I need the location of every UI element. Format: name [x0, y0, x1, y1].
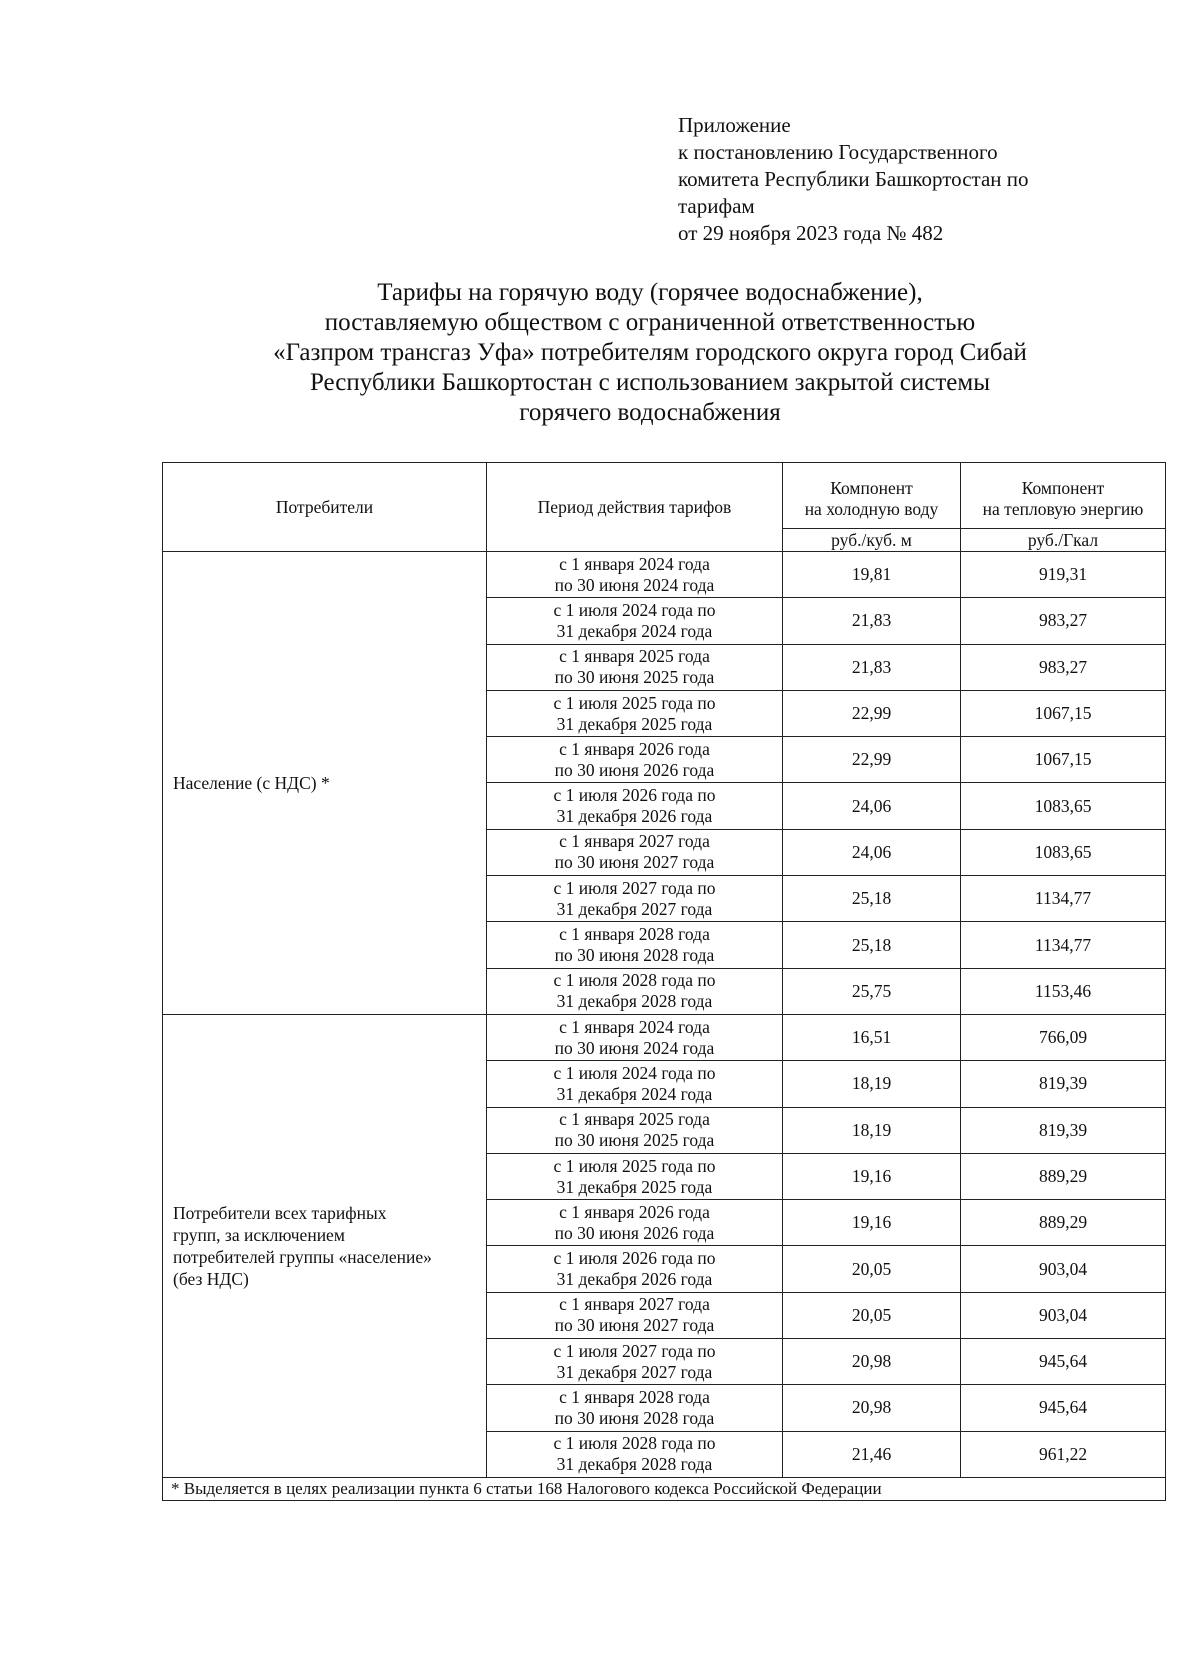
- period-end: 31 декабря 2024 года: [556, 620, 713, 641]
- heat-energy-value: 983,27: [961, 598, 1166, 644]
- heat-energy-value: 1067,15: [961, 737, 1166, 783]
- heat-energy-value: 919,31: [961, 552, 1166, 598]
- period-start: с 1 января 2028 года: [559, 1386, 710, 1407]
- period-end: 31 декабря 2024 года: [556, 1083, 713, 1104]
- cold-water-value: 20,05: [783, 1246, 961, 1292]
- header-cold-line: на холодную воду: [804, 498, 939, 519]
- heat-energy-value: 945,64: [961, 1385, 1166, 1431]
- period-end: 31 декабря 2028 года: [556, 1454, 713, 1475]
- cold-water-value: 20,98: [783, 1385, 961, 1431]
- header-heat-line: Компонент: [1021, 477, 1105, 498]
- title-line: горячего водоснабжения: [519, 399, 781, 426]
- appendix-line: комитета Республики Башкортостан по: [678, 167, 1029, 191]
- period-start: с 1 января 2026 года: [559, 738, 710, 759]
- appendix-line: Приложение: [678, 113, 791, 137]
- period-start: с 1 июля 2026 года по: [553, 1248, 716, 1269]
- cold-water-value: 22,99: [783, 690, 961, 736]
- cold-water-value: 19,16: [783, 1153, 961, 1199]
- period-end: по 30 июня 2024 года: [554, 1037, 715, 1058]
- period-cell: [487, 1107, 783, 1153]
- appendix-line: тарифам: [678, 194, 755, 218]
- cold-water-value: 21,83: [783, 598, 961, 644]
- period-cell: [487, 598, 783, 644]
- title-line: Республики Башкортостан с использованием закрытой системы: [309, 369, 990, 396]
- period-start: с 1 июля 2025 года по: [553, 692, 716, 713]
- period-start: с 1 января 2025 года: [559, 646, 710, 667]
- cold-water-value: 16,51: [783, 1014, 961, 1060]
- period-end: 31 декабря 2025 года: [556, 1176, 713, 1197]
- period-start: с 1 июля 2024 года по: [553, 599, 716, 620]
- period-start: с 1 июля 2025 года по: [553, 1155, 716, 1176]
- heat-energy-value: 1083,65: [961, 829, 1166, 875]
- period-cell: [487, 829, 783, 875]
- period-cell: [487, 1153, 783, 1199]
- period-end: по 30 июня 2025 года: [554, 667, 715, 688]
- heat-energy-value: 1134,77: [961, 922, 1166, 968]
- period-cell: [487, 968, 783, 1014]
- title-line: Тарифы на горячую воду (горячее водоснабжение),: [377, 279, 923, 306]
- appendix-line: от 29 ноября 2023 года № 482: [678, 221, 944, 245]
- period-start: с 1 января 2028 года: [559, 924, 710, 945]
- period-cell: [487, 1014, 783, 1060]
- period-cell: [487, 737, 783, 783]
- period-cell: [487, 1339, 783, 1385]
- cold-water-value: 18,19: [783, 1107, 961, 1153]
- heat-energy-value: 961,22: [961, 1431, 1166, 1477]
- tariffs-table: [162, 462, 1166, 1501]
- cold-water-value: 19,81: [783, 552, 961, 598]
- period-end: по 30 июня 2024 года: [554, 574, 715, 595]
- period-start: с 1 июля 2027 года по: [553, 877, 716, 898]
- cold-water-value: 25,75: [783, 968, 961, 1014]
- heat-energy-value: 1134,77: [961, 876, 1166, 922]
- period-cell: [487, 1385, 783, 1431]
- period-cell: [487, 1431, 783, 1477]
- period-end: по 30 июня 2027 года: [554, 852, 715, 873]
- period-cell: [487, 644, 783, 690]
- period-start: с 1 января 2024 года: [559, 1016, 710, 1037]
- header-cold-unit: руб./куб. м: [783, 529, 961, 552]
- heat-energy-value: 945,64: [961, 1339, 1166, 1385]
- period-end: по 30 июня 2026 года: [554, 1222, 715, 1243]
- cold-water-value: 25,18: [783, 876, 961, 922]
- heat-energy-value: 903,04: [961, 1292, 1166, 1338]
- period-cell: [487, 1246, 783, 1292]
- appendix-block: [678, 112, 1098, 247]
- heat-energy-value: 1153,46: [961, 968, 1166, 1014]
- footnote-row: [163, 1477, 1166, 1500]
- document-title: [150, 278, 1150, 428]
- period-end: 31 декабря 2028 года: [556, 991, 713, 1012]
- header-cold-line: Компонент: [830, 477, 913, 498]
- period-start: с 1 июля 2024 года по: [553, 1062, 716, 1083]
- period-end: 31 декабря 2027 года: [556, 1361, 713, 1382]
- tariffs-body: [163, 552, 1166, 1501]
- cold-water-value: 22,99: [783, 737, 961, 783]
- period-end: по 30 июня 2027 года: [554, 1315, 715, 1336]
- period-start: с 1 января 2027 года: [559, 1294, 710, 1315]
- period-end: по 30 июня 2026 года: [554, 759, 715, 780]
- heat-energy-value: 819,39: [961, 1061, 1166, 1107]
- heat-energy-value: 1067,15: [961, 690, 1166, 736]
- period-cell: [487, 1292, 783, 1338]
- footnote: * Выделяется в целях реализации пункта 6 статьи 168 Налогового кодекса Российской Федерации: [163, 1477, 1166, 1500]
- cold-water-value: 24,06: [783, 783, 961, 829]
- header-cold-component: [783, 463, 961, 529]
- cold-water-value: 19,16: [783, 1200, 961, 1246]
- cold-water-value: 21,46: [783, 1431, 961, 1477]
- period-end: по 30 июня 2025 года: [554, 1130, 715, 1151]
- table-row: [163, 552, 1166, 598]
- heat-energy-value: 1083,65: [961, 783, 1166, 829]
- cold-water-value: 18,19: [783, 1061, 961, 1107]
- heat-energy-value: 819,39: [961, 1107, 1166, 1153]
- heat-energy-value: 903,04: [961, 1246, 1166, 1292]
- table-row: [163, 1014, 1166, 1060]
- consumer-group-others: Потребители всех тарифных групп, за исключением потребителей группы «население» (без НДС): [163, 1014, 487, 1477]
- appendix-line: к постановлению Государственного: [678, 140, 998, 164]
- cold-water-value: 24,06: [783, 829, 961, 875]
- period-cell: [487, 922, 783, 968]
- period-end: по 30 июня 2028 года: [554, 945, 715, 966]
- header-heat-component: [961, 463, 1166, 529]
- cold-water-value: 25,18: [783, 922, 961, 968]
- period-start: с 1 июля 2028 года по: [553, 970, 716, 991]
- consumer-group-population: Население (с НДС) *: [163, 552, 487, 1015]
- period-cell: [487, 876, 783, 922]
- cold-water-value: 20,98: [783, 1339, 961, 1385]
- period-start: с 1 июля 2028 года по: [553, 1433, 716, 1454]
- heat-energy-value: 889,29: [961, 1153, 1166, 1199]
- heat-energy-value: 983,27: [961, 644, 1166, 690]
- header-period: Период действия тарифов: [487, 463, 783, 552]
- cold-water-value: 21,83: [783, 644, 961, 690]
- period-start: с 1 июля 2027 года по: [553, 1340, 716, 1361]
- period-end: 31 декабря 2026 года: [556, 806, 713, 827]
- heat-energy-value: 889,29: [961, 1200, 1166, 1246]
- period-end: 31 декабря 2027 года: [556, 898, 713, 919]
- period-end: 31 декабря 2026 года: [556, 1269, 713, 1290]
- period-cell: [487, 783, 783, 829]
- period-cell: [487, 1200, 783, 1246]
- period-cell: [487, 690, 783, 736]
- title-line: поставляемую обществом с ограниченной ответственностью: [324, 309, 976, 336]
- period-start: с 1 июля 2026 года по: [553, 785, 716, 806]
- header-consumers: Потребители: [163, 463, 487, 552]
- period-start: с 1 января 2026 года: [559, 1201, 710, 1222]
- period-cell: [487, 1061, 783, 1107]
- header-heat-line: на тепловую энергию: [982, 498, 1144, 519]
- period-start: с 1 января 2027 года: [559, 831, 710, 852]
- period-start: с 1 января 2025 года: [559, 1109, 710, 1130]
- period-cell: [487, 552, 783, 598]
- period-start: с 1 января 2024 года: [559, 553, 710, 574]
- heat-energy-value: 766,09: [961, 1014, 1166, 1060]
- header-heat-unit: руб./Гкал: [961, 529, 1166, 552]
- period-end: 31 декабря 2025 года: [556, 713, 713, 734]
- period-end: по 30 июня 2028 года: [554, 1407, 715, 1428]
- cold-water-value: 20,05: [783, 1292, 961, 1338]
- title-line: «Газпром трансгаз Уфа» потребителям городского округа город Сибай: [273, 339, 1027, 366]
